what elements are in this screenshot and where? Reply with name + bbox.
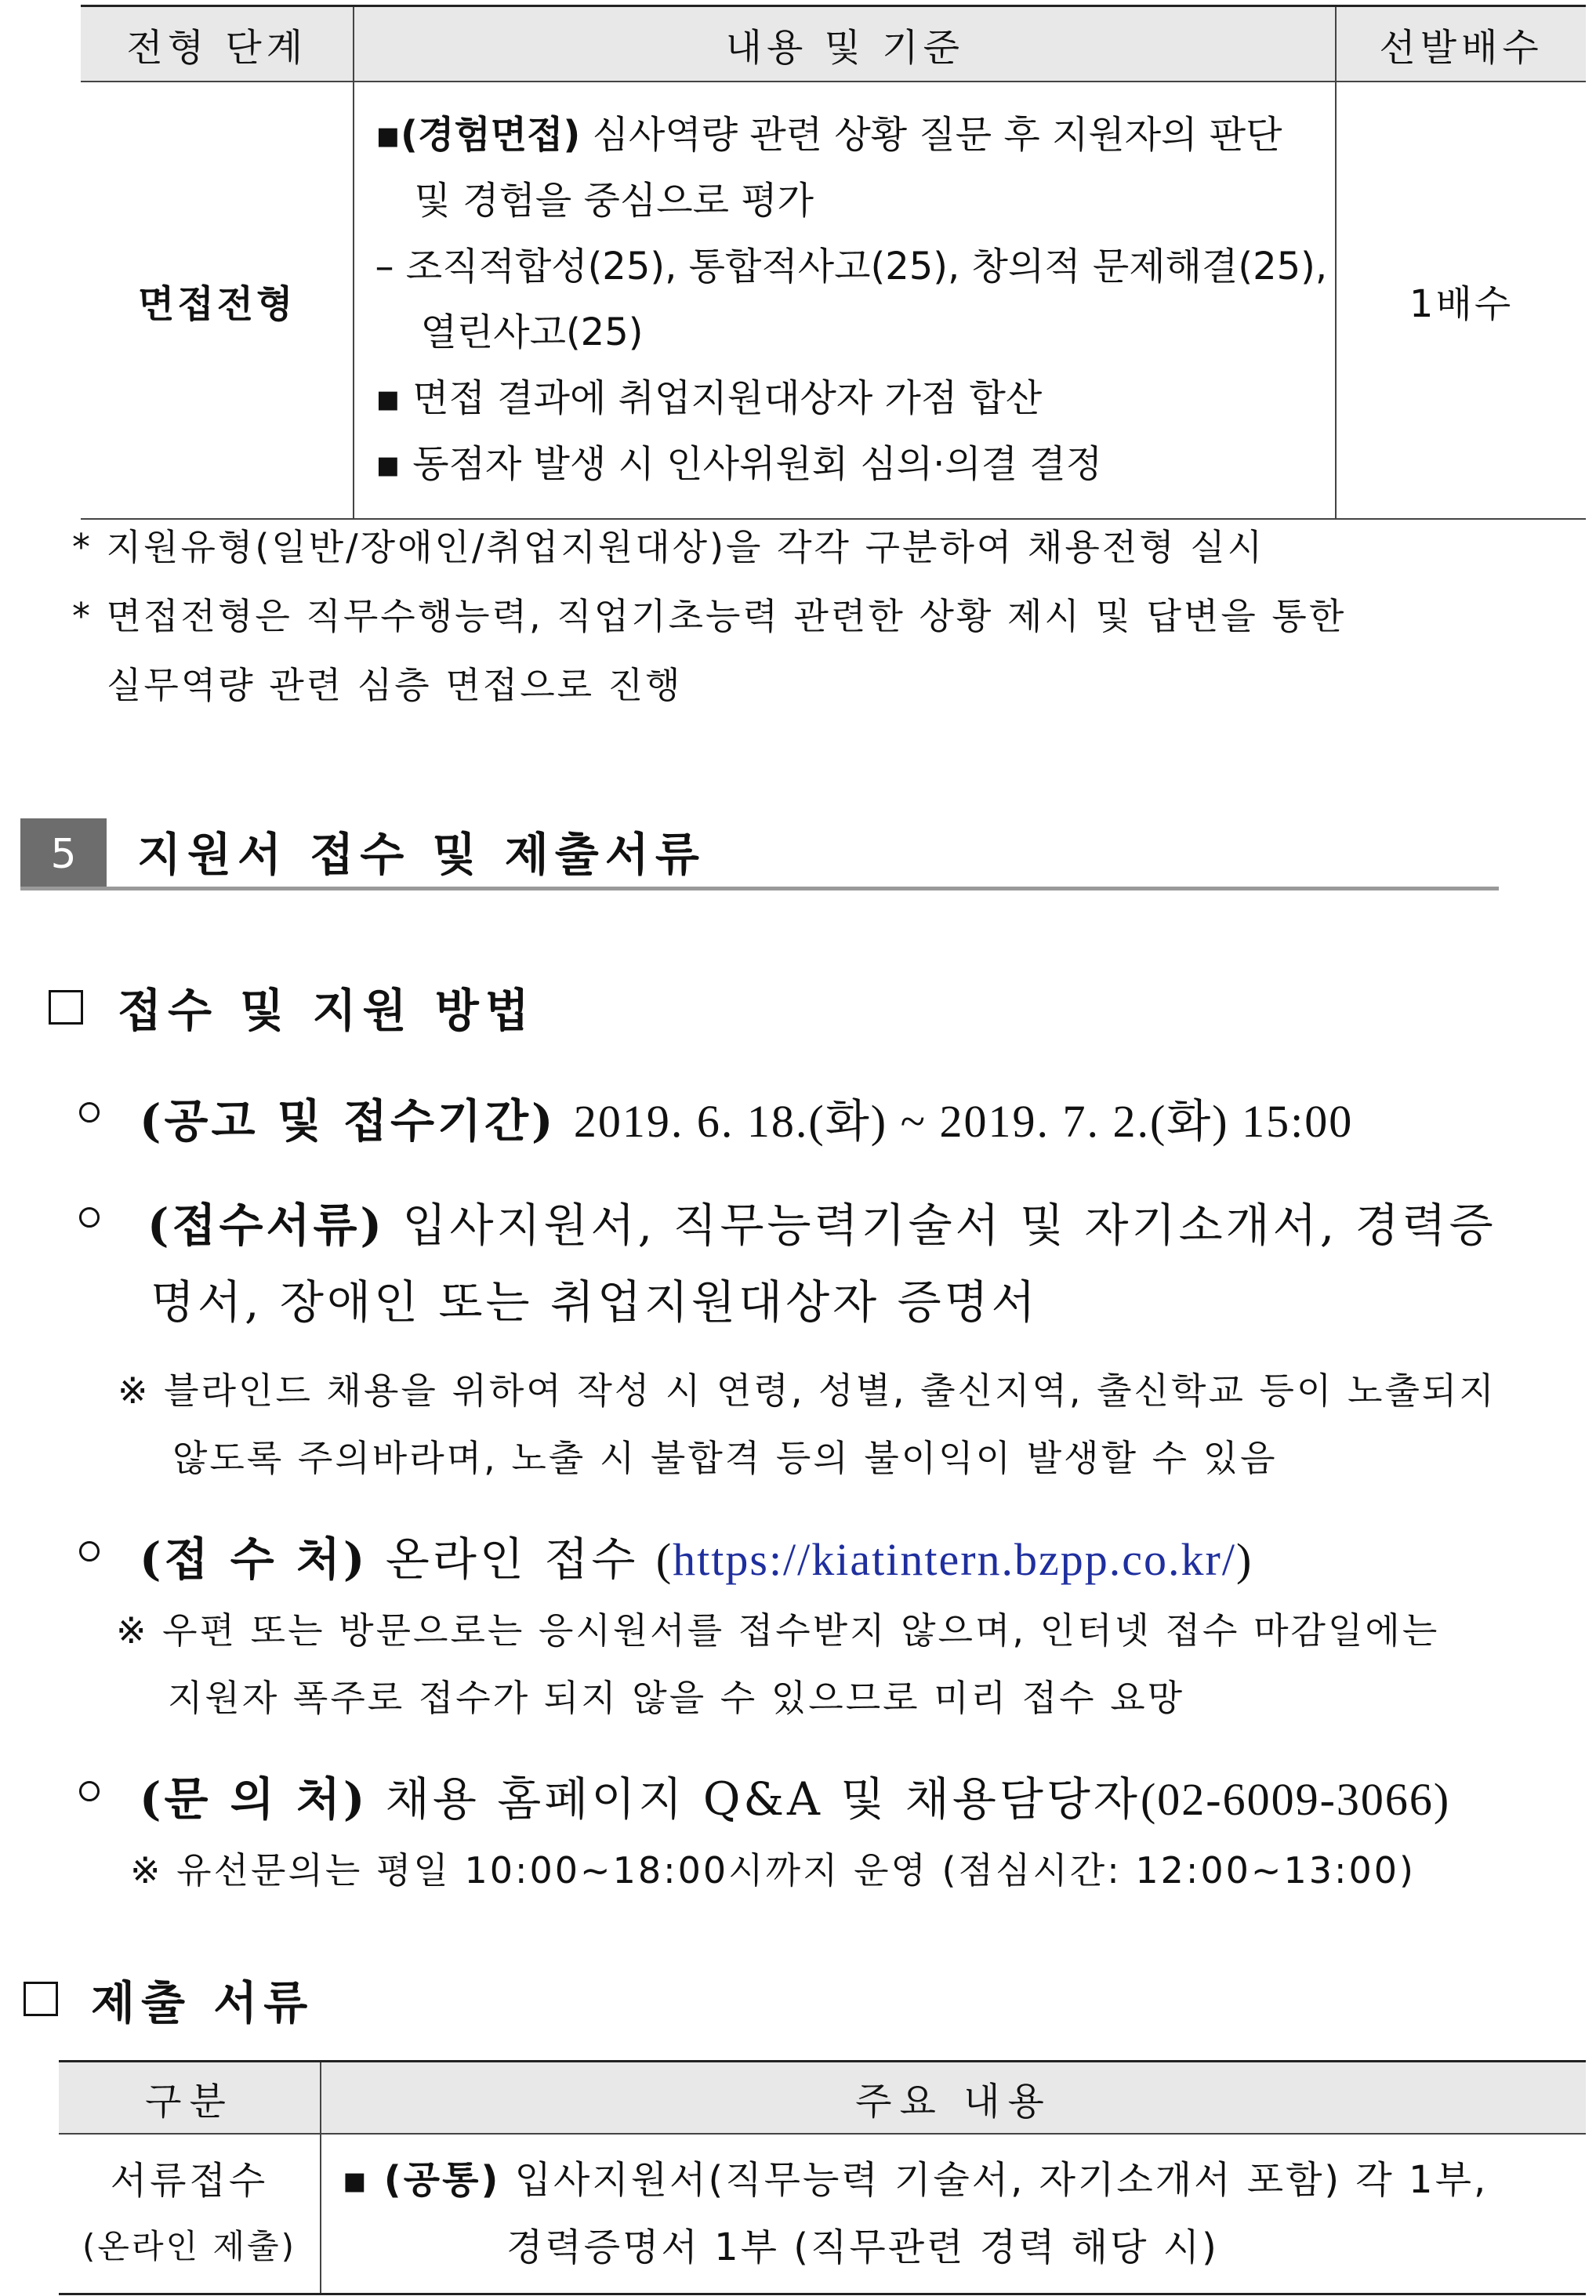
url-close-paren: ) [1235,1534,1253,1585]
documents-item [147,1188,1496,1254]
doc-line: 경력증명서 1부 (직무관련 경력 해당 시) [506,2225,1219,2269]
bullet-marker: ▪ [375,376,401,420]
table-header-row [81,6,1586,82]
content-line [375,102,1327,168]
content-line: 열린사고(25) [420,310,644,354]
doc-text: 입사지원서(직무능력 기술서, 자기소개서 포함) 각 1부, [500,2158,1489,2202]
stage-name: 면접전형 [81,82,354,519]
header-content: 내용 및 기준 [354,6,1336,82]
submission-heading: 제출 서류 [91,1976,314,2029]
header-stage: 전형 단계 [81,6,354,82]
category-sub: (온라인 제출) [82,2227,296,2265]
header-ratio: 선발배수 [1336,6,1586,82]
period-label: (공고 및 접수기간) [140,1094,557,1148]
contact-label: (문 의 처) [140,1772,368,1826]
note-line: * 면접전형은 직무수행능력, 직업기초능력 관련한 상황 제시 및 답변을 통한 [72,595,1347,637]
doc-line [342,2146,1585,2214]
checkbox-square-icon [24,1982,58,2016]
table-row [81,82,1586,519]
contact-item [140,1762,1450,1828]
stage-content [354,82,1336,519]
category-name: 서류접수 [110,2159,269,2203]
blind-hiring-note: ※ 블라인드 채용을 위하여 작성 시 연령, 성별, 출신지역, 출신학교 등이 노출되지 [118,1369,1496,1412]
application-url-link[interactable]: https://kiatintern.bzpp.co.kr/ [673,1534,1236,1585]
note-line: * 지원유형(일반/장애인/취업지원대상)을 각각 구분하여 채용전형 실시 [72,526,1265,568]
submission-place-note-cont: 지원자 폭주로 접수가 되지 않을 수 있으므로 미리 접수 요망 [168,1677,1185,1719]
section-title: 지원서 접수 및 제출서류 [137,828,706,881]
blind-hiring-note-cont: 않도록 주의바라며, 노출 시 불합격 등의 불이익이 발생할 수 있음 [172,1437,1278,1479]
header-category: 구분 [59,2062,321,2135]
selection-stage-table [81,5,1586,520]
section-number: 5 [20,818,107,890]
contact-note: ※ 유선문의는 평일 10:00~18:00시까지 운영 (점심시간: 12:00~13:00) [130,1849,1416,1892]
note-line: 실무역량 관련 심층 면접으로 진행 [107,664,683,706]
documents-cell [321,2134,1586,2294]
content-text: 심사역량 관련 상황 질문 후 지원자의 판단 [580,113,1282,157]
section-divider [20,887,1499,890]
contact-value: 채용 홈페이지 Q&A 및 채용담당자 [385,1772,1141,1826]
table-header-row [59,2062,1586,2135]
category-cell [59,2134,321,2294]
circle-bullet-icon [79,1781,100,1801]
circle-bullet-icon [79,1541,100,1561]
bullet-marker: ▪ [342,2158,370,2202]
content-line [375,365,1327,431]
circle-bullet-icon [79,1207,100,1228]
documents-label: (접수서류) [147,1199,385,1252]
doc-common-label: (공통) [383,2158,501,2202]
bullet-marker: ▪ [375,113,401,157]
submission-place-value: 온라인 접수 [385,1532,639,1586]
bullet-marker: ▪ [375,442,401,486]
content-line [375,431,1327,497]
content-line: – 조직적합성(25), 통합적사고(25), 창의적 문제해결(25), [375,245,1328,288]
table-row [59,2134,1586,2294]
application-heading: 접수 및 지원 방법 [118,984,535,1037]
content-text: 동점자 발생 시 인사위원회 심의·의결 결정 [412,442,1103,486]
contact-phone: (02-6009-3066) [1140,1774,1451,1825]
selection-ratio: 1배수 [1336,82,1586,519]
documents-text: 입사지원서, 직무능력기술서 및 자기소개서, 경력증 [402,1199,1496,1252]
header-main-content: 주요 내용 [321,2062,1586,2135]
period-value: 2019. 6. 18.(화) ~ 2019. 7. 2.(화) 15:00 [573,1096,1354,1147]
submission-documents-table [59,2060,1586,2295]
submission-place-label: (접 수 처) [140,1532,368,1586]
interview-type-label: (경험면접) [401,113,581,157]
period-item [140,1084,1353,1150]
documents-text-cont: 명서, 장애인 또는 취업지원대상자 증명서 [151,1275,1039,1329]
url-open-paren: ( [655,1534,673,1585]
submission-place-item [140,1522,1253,1588]
checkbox-square-icon [49,990,83,1025]
circle-bullet-icon [79,1102,100,1123]
content-line: 및 경험을 중심으로 평가 [414,179,814,223]
content-text: 면접 결과에 취업지원대상자 가점 합산 [412,376,1043,420]
submission-place-note: ※ 우편 또는 방문으로는 응시원서를 접수받지 않으며, 인터넷 접수 마감일에는 [116,1609,1440,1652]
